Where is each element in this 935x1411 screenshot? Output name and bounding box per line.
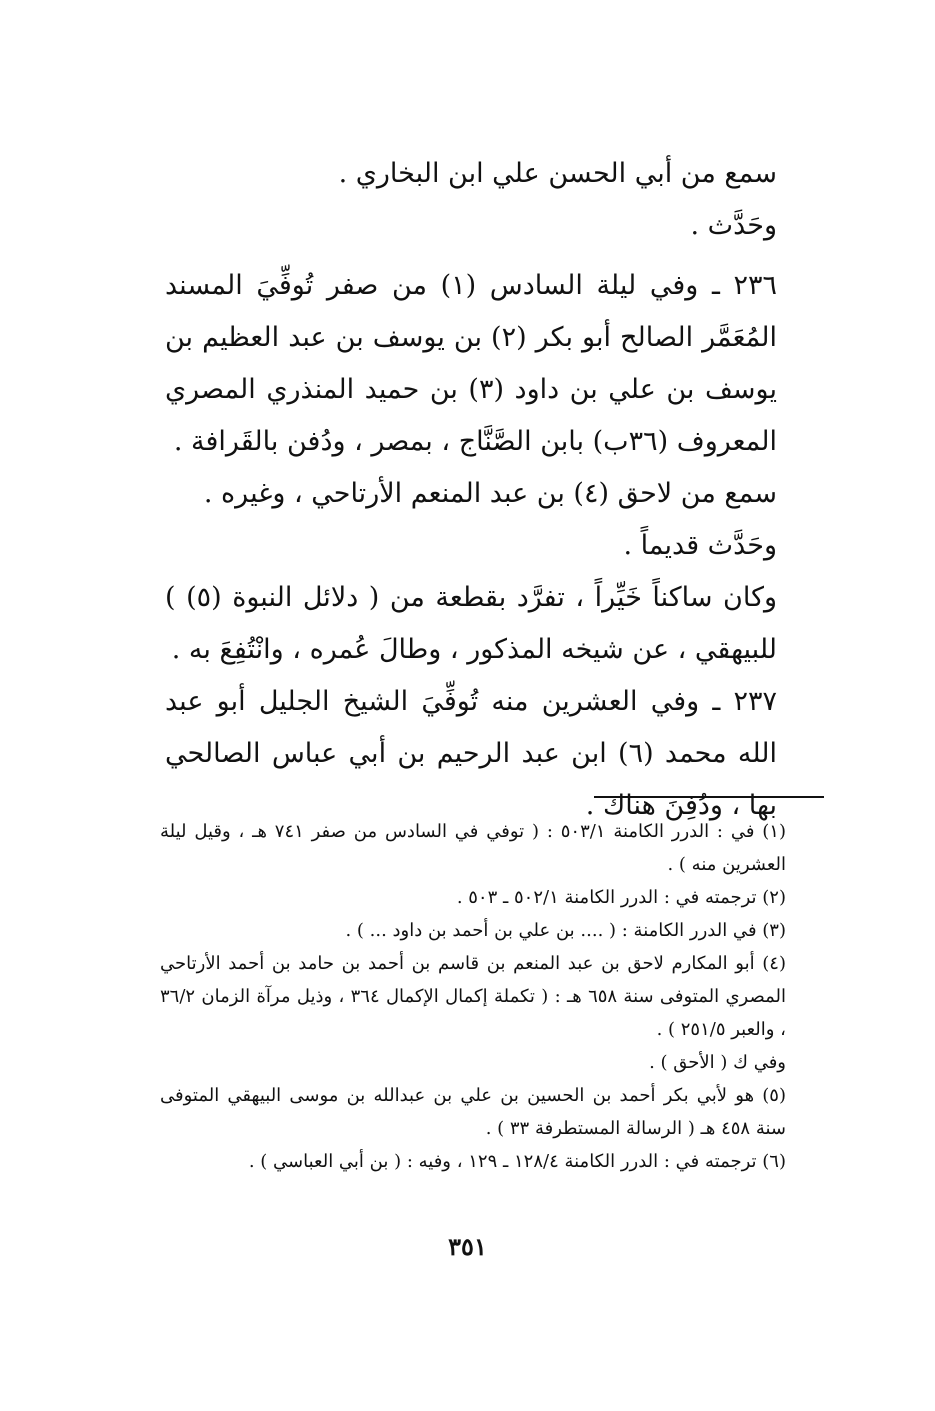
- page-number: ٣٥١: [448, 1232, 487, 1261]
- footnote-4: (٤) أبو المكارم لاحق بن عبد المنعم بن قاسم بن أحمد بن حامد بن أحمد الأرتاحي المصري المتوفى سنة ٦٥٨ هـ : ( تكملة إكمال الإكمال ٣٦٤ ، وذيل مرآة الزمان ٣٦/٢ ، والعبر ٢٥١/٥ ) .: [160, 953, 786, 1040]
- main-line: سمع من لاحق (٤) بن عبد المنعم الأرتاحي ، وغيره .: [203, 478, 777, 509]
- footnote-2: (٢) ترجمته في : الدرر الكامنة ٥٠٢/١ ـ ٥٠٣ .: [456, 887, 786, 908]
- main-line: وحَدَّث قديماً .: [623, 530, 777, 561]
- footnotes: [160, 815, 824, 1178]
- entry-236: ٢٣٦ ـ وفي ليلة السادس (١) من صفر تُوفِّيَ المسند المُعَمَّر الصالح أبو بكر (٢) بن يوسف بن عبد العظيم بن يوسف بن علي بن داود (٣) بن حميد المنذري المصري المعروف (٣٦ب) بابن الصَّنَّاج ، بمصر ، ودُفن بالقَرافة .: [165, 270, 778, 457]
- main-text: [165, 148, 825, 832]
- main-line: وحَدَّث .: [690, 210, 777, 241]
- entry-237: ٢٣٧ ـ وفي العشرين منه تُوفِّيَ الشيخ الجليل أبو عبد الله محمد (٦) ابن عبد الرحيم بن أبي عباس الصالحي بها ، ودُفِنَ هناك .: [165, 686, 778, 821]
- footnote-divider: [594, 796, 824, 798]
- footnote-4-extra: وفي ك ( الأحق ) .: [649, 1052, 786, 1073]
- footnote-6: (٦) ترجمته في : الدرر الكامنة ١٢٨/٤ ـ ١٢٩ ، وفيه : ( بن أبي العباسي ) .: [248, 1151, 786, 1172]
- footnote-3: (٣) في الدرر الكامنة : ( .... بن علي بن أحمد بن داود ... ) .: [345, 920, 786, 941]
- footnote-5: (٥) هو لأبي بكر أحمد بن الحسين بن علي بن عبدالله بن موسى البيهقي المتوفى سنة ٤٥٨ هـ ( الرسالة المستطرفة ٣٣ ) .: [160, 1085, 786, 1139]
- main-line: سمع من أبي الحسن علي ابن البخاري .: [338, 158, 777, 189]
- main-paragraph: وكان ساكناً خَيِّراً ، تفرَّد بقطعة من ( دلائل النبوة (٥) ) للبيهقي ، عن شيخه المذكور ، وطالَ عُمره ، وانْتُفِعَ به .: [165, 582, 777, 665]
- footnote-1: (١) في : الدرر الكامنة ٥٠٣/١ : ( توفي في السادس من صفر ٧٤١ هـ ، وقيل ليلة العشرين منه ) .: [160, 821, 786, 875]
